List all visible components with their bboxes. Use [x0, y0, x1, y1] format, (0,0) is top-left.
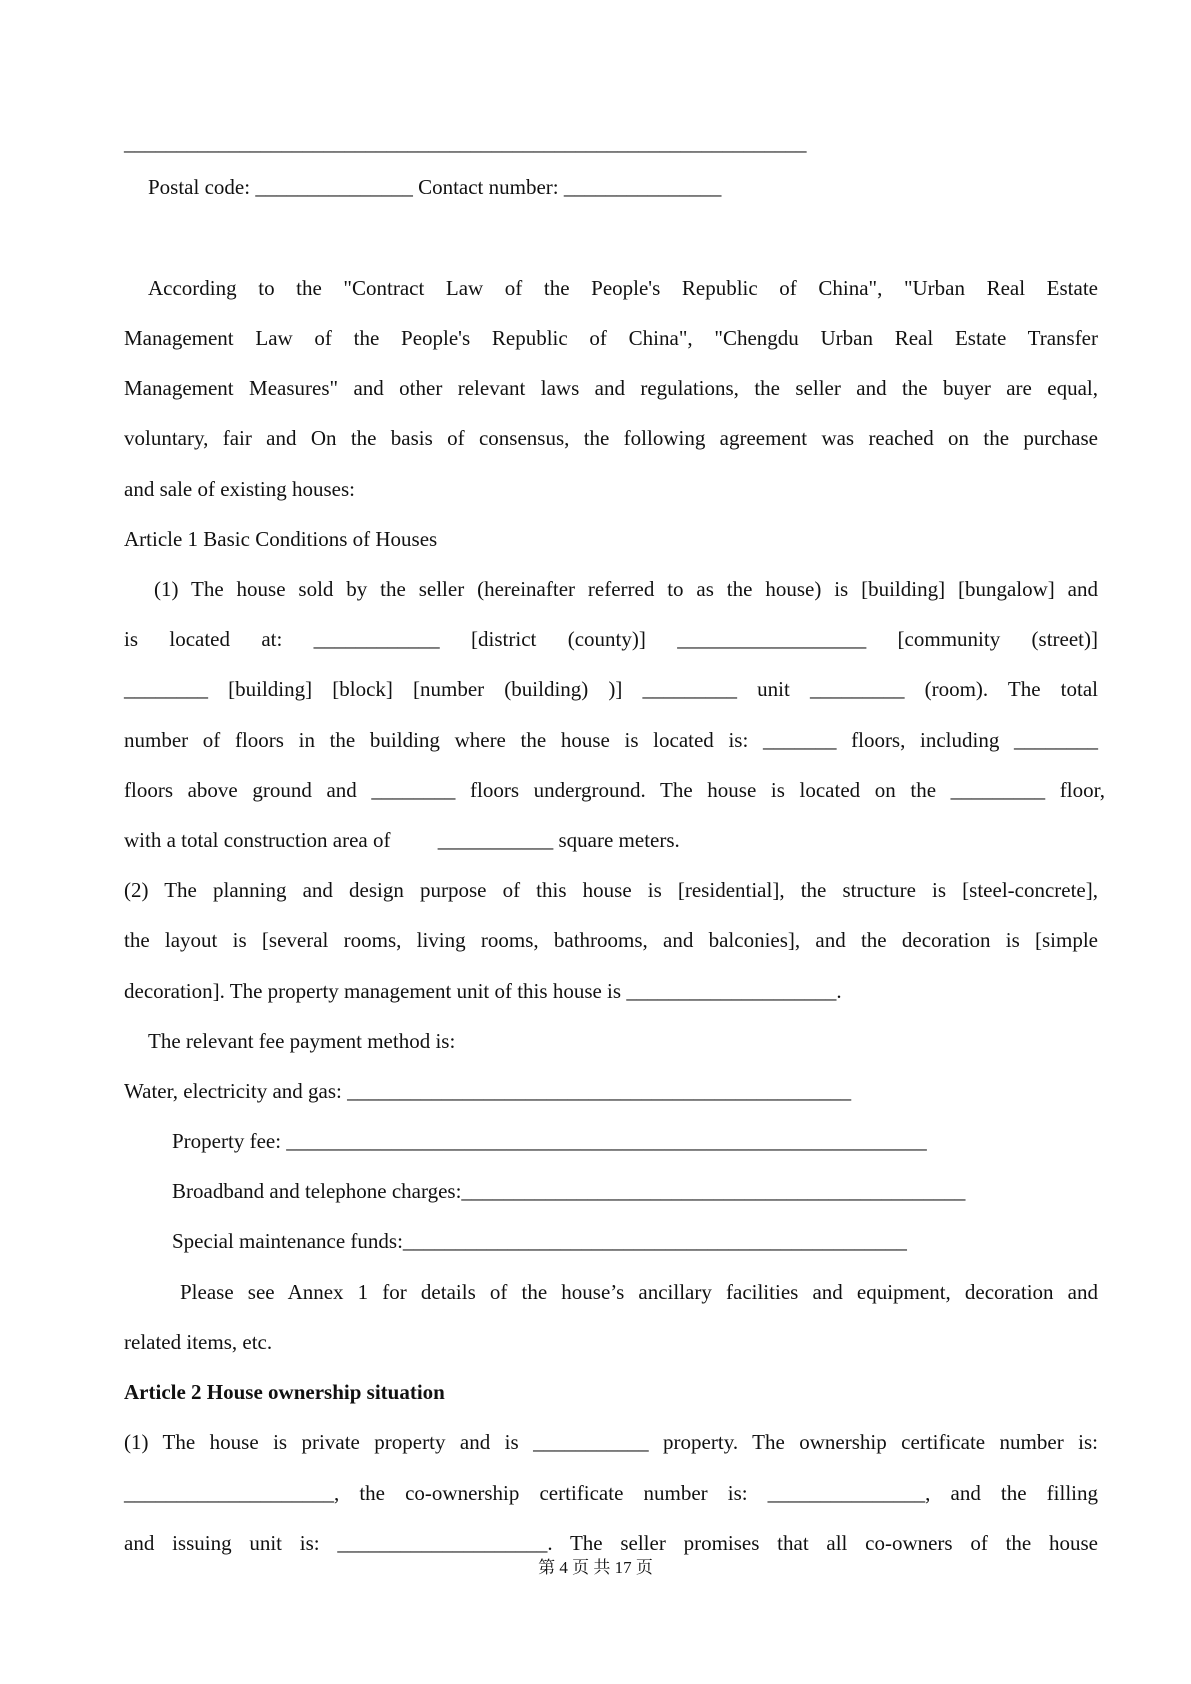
article-1-item-1-line-5: floors above ground and ________ floors underground. The house is located on the _________ floor,	[124, 778, 1105, 802]
article-1-item-2-line-2: the layout is [several rooms, living rooms, bathrooms, and balconies], and the decoration is [simple	[124, 928, 1098, 952]
article-1-item-1-line-3: ________ [building] [block] [number (building) )] _________ unit _________ (room). The total	[124, 677, 1098, 701]
intro-paragraph-line-4: voluntary, fair and On the basis of consensus, the following agreement was reached on the purchase	[124, 426, 1098, 450]
intro-paragraph-line-5: and sale of existing houses:	[124, 477, 355, 501]
article-2-item-1-line-3: and issuing unit is: ____________________. The seller promises that all co-owners of the house	[124, 1531, 1098, 1555]
fee-property: Property fee: _____________________________________________________________	[172, 1129, 927, 1153]
intro-paragraph-line-3: Management Measures" and other relevant laws and regulations, the seller and the buyer are equal,	[124, 376, 1098, 400]
article-1-item-1-line-6: with a total construction area of ___________ square meters.	[124, 828, 680, 852]
fee-water-electricity-gas: Water, electricity and gas: ________________________________________________	[124, 1079, 852, 1103]
annex-note-line-2: related items, etc.	[124, 1330, 273, 1354]
article-2-item-1-line-1: (1) The house is private property and is ___________ property. The ownership certificate number is:	[124, 1430, 1098, 1454]
address-underline: _________________________________________________________________	[124, 131, 807, 155]
fee-broadband-telephone: Broadband and telephone charges:________________________________________________	[172, 1179, 966, 1203]
article-1-item-1-line-1: (1) The house sold by the seller (hereinafter referred to as the house) is [building] [bungalow] and	[154, 577, 1098, 601]
article-1-item-1-line-4: number of floors in the building where the house is located is: _______ floors, including ________	[124, 728, 1098, 752]
article-1-heading: Article 1 Basic Conditions of Houses	[124, 527, 438, 551]
article-2-item-1-line-2: ____________________, the co-ownership certificate number is: _______________, and the filling	[124, 1481, 1098, 1505]
article-1-item-2-line-1: (2) The planning and design purpose of this house is [residential], the structure is [steel-concrete],	[124, 878, 1098, 902]
intro-paragraph-line-2: Management Law of the People's Republic of China", "Chengdu Urban Real Estate Transfer	[124, 326, 1098, 350]
article-1-item-1-line-2: is located at: ____________ [district (county)] __________________ [community (street)]	[124, 627, 1098, 651]
page-footer: 第 4 页 共 17 页	[538, 1558, 653, 1577]
fee-payment-heading: The relevant fee payment method is:	[148, 1029, 456, 1053]
fee-special-maintenance: Special maintenance funds:________________________________________________	[172, 1229, 907, 1253]
annex-note-line-1: Please see Annex 1 for details of the house’s ancillary facilities and equipment, decoration and	[180, 1280, 1098, 1304]
article-1-item-2-line-3: decoration]. The property management unit of this house is ____________________.	[124, 979, 842, 1003]
postal-contact-line: Postal code: _______________ Contact number: _______________	[148, 175, 722, 199]
article-2-heading: Article 2 House ownership situation	[124, 1380, 445, 1404]
intro-paragraph-line-1: According to the "Contract Law of the People's Republic of China", "Urban Real Estate	[148, 276, 1098, 300]
